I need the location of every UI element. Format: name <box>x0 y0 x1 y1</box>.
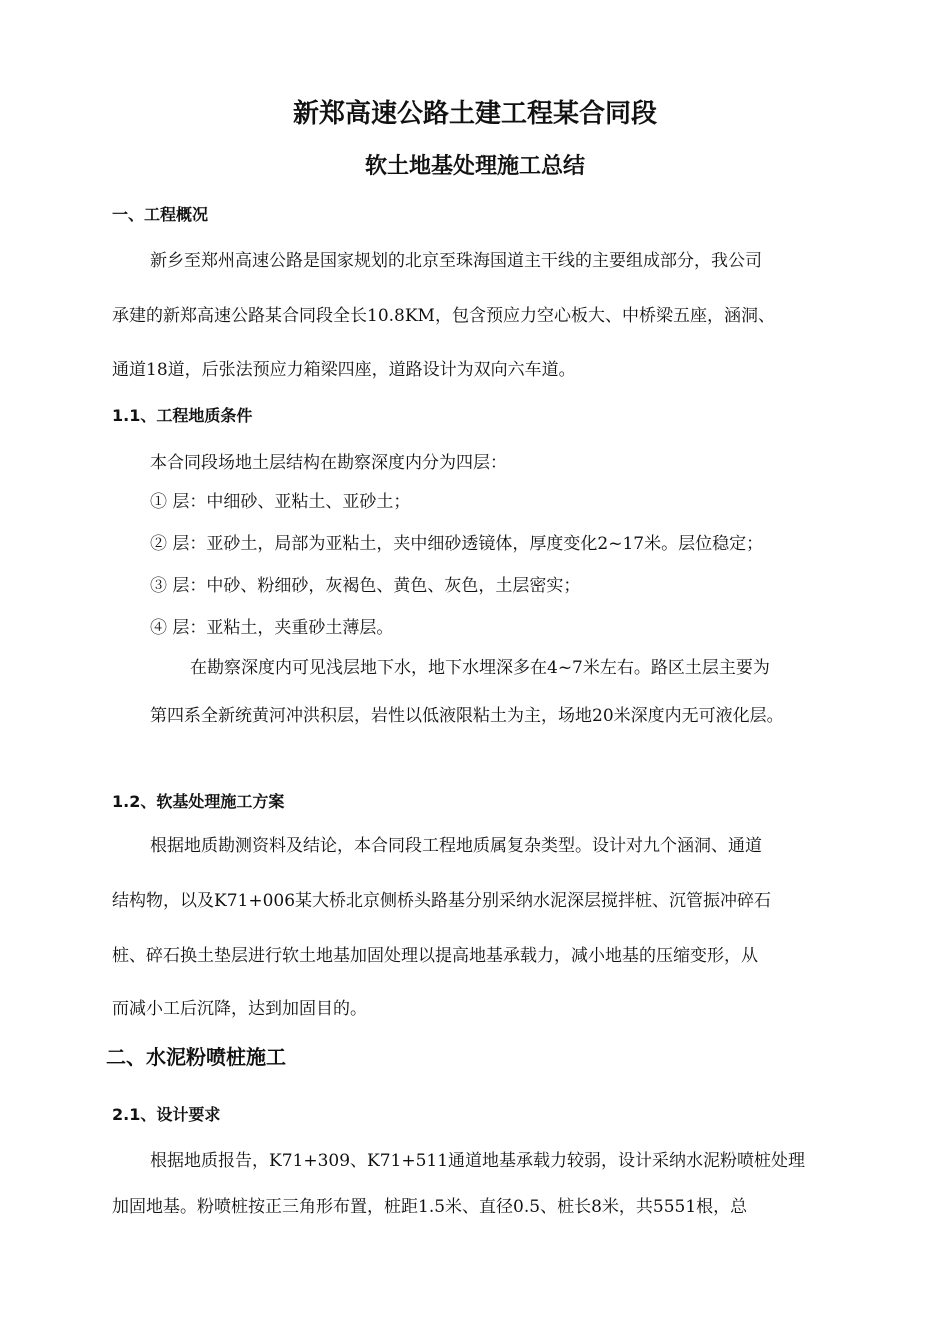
paragraph-line: 结构物，以及K71+006某大桥北京侧桥头路基分别采纳水泥深层搅拌桩、沉管振冲碎石 <box>112 891 772 911</box>
layer-item: ② 层：亚砂土，局部为亚粘土，夹中细砂透镜体，厚度变化2~17米。层位稳定； <box>150 534 764 554</box>
section-1-1-heading: 1.1、工程地质条件 <box>112 406 253 425</box>
paragraph-line: 而减小工后沉降，达到加固目的。 <box>112 999 367 1019</box>
section-2-1-heading: 2.1、设计要求 <box>112 1105 221 1124</box>
document-title: 新郑高速公路土建工程某合同段 <box>292 99 657 129</box>
paragraph-line: 新乡至郑州高速公路是国家规划的北京至珠海国道主干线的主要组成部分，我公司 <box>150 251 762 271</box>
section-1-heading: 一、工程概况 <box>112 205 209 224</box>
paragraph-line: 第四系全新统黄河冲洪积层，岩性以低液限粘土为主，场地20米深度内无可液化层。 <box>150 706 784 726</box>
paragraph-line: 桩、碎石换土垫层进行软土地基加固处理以提高地基承载力，减小地基的压缩变形，从 <box>112 946 758 966</box>
layer-item: ① 层：中细砂、亚粘土、亚砂土； <box>150 492 411 512</box>
paragraph-line: 在勘察深度内可见浅层地下水，地下水埋深多在4~7米左右。路区土层主要为 <box>190 658 770 678</box>
paragraph-line: 加固地基。粉喷桩按正三角形布置，桩距1.5米、直径0.5、桩长8米，共5551根，总 <box>112 1197 748 1217</box>
paragraph-line: 本合同段场地土层结构在勘察深度内分为四层： <box>150 453 507 473</box>
document-subtitle: 软土地基处理施工总结 <box>364 154 585 179</box>
section-1-2-heading: 1.2、软基处理施工方案 <box>112 792 285 811</box>
layer-item: ③ 层：中砂、粉细砂，灰褐色、黄色、灰色，土层密实； <box>150 576 581 596</box>
paragraph-line: 根据地质报告，K71+309、K71+511通道地基承载力较弱，设计采纳水泥粉喷桩处理 <box>150 1151 806 1171</box>
paragraph-line: 根据地质勘测资料及结论，本合同段工程地质属复杂类型。设计对九个涵洞、通道 <box>150 836 762 856</box>
paragraph-line: 通道18道，后张法预应力箱梁四座，道路设计为双向六车道。 <box>112 360 576 380</box>
paragraph-line: 承建的新郑高速公路某合同段全长10.8KM，包含预应力空心板大、中桥梁五座，涵洞、 <box>112 306 775 326</box>
section-2-heading: 二、水泥粉喷桩施工 <box>106 1045 286 1069</box>
layer-item: ④ 层：亚粘土，夹重砂土薄层。 <box>150 618 394 638</box>
